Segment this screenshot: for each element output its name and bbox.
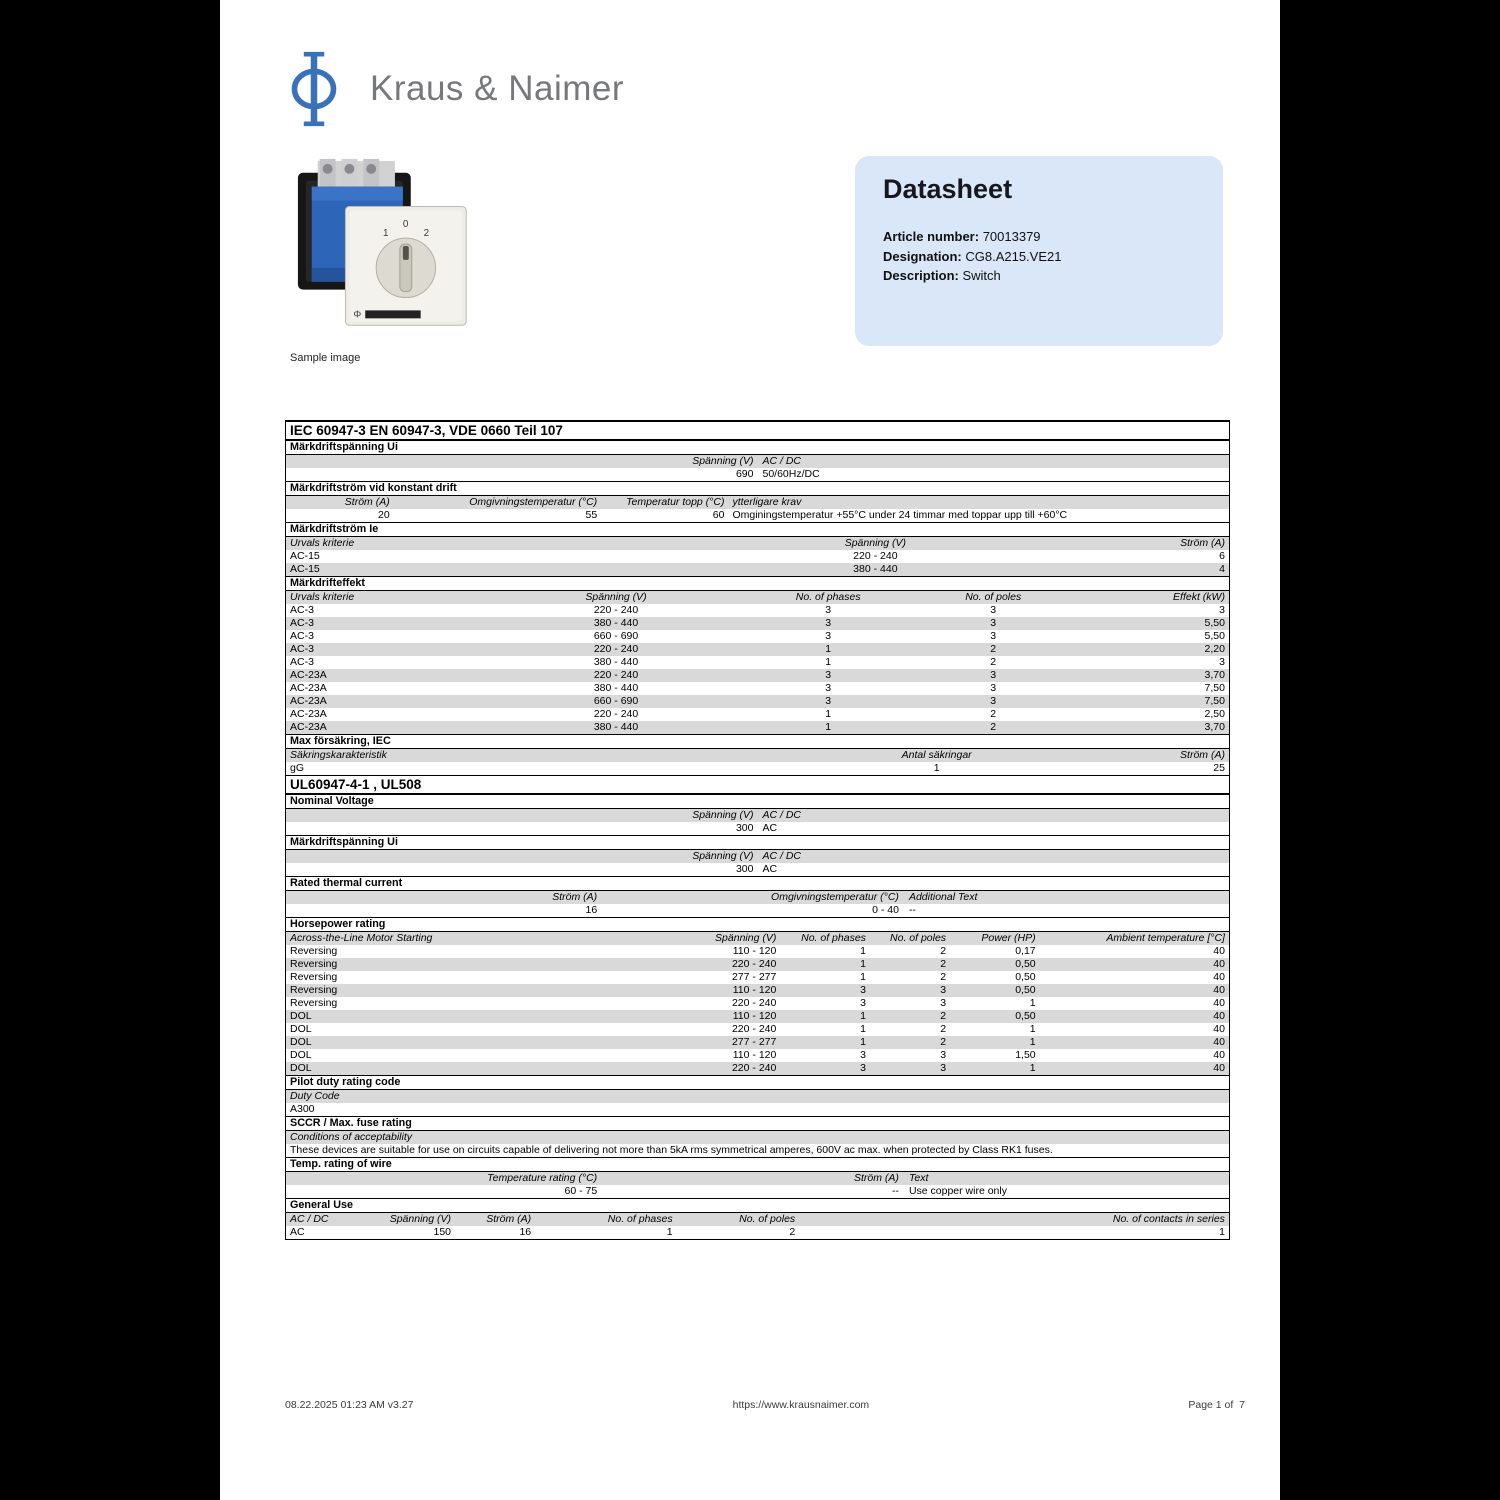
footer-url: https://www.krausnaimer.com — [732, 1399, 870, 1411]
table-cell: Nominal Voltage — [290, 795, 374, 807]
table-cell: Across-the-Line Motor Starting — [290, 932, 433, 944]
table-cell: 3 — [1219, 656, 1225, 668]
table-cell: 220 - 240 — [593, 669, 639, 681]
table-cell: 2,20 — [1204, 643, 1225, 655]
table-section-header — [286, 734, 1229, 749]
table-cell: Säkringskarakteristik — [290, 749, 387, 761]
table-cell: 40 — [1213, 1023, 1225, 1035]
table-cell: Ström (A) — [1180, 537, 1225, 549]
table-cell: 3 — [860, 984, 866, 996]
table-cell: 3 — [825, 695, 832, 707]
table-data-row — [286, 695, 1229, 708]
table-cell: A300 — [290, 1103, 315, 1115]
table-cell: 16 — [519, 1226, 532, 1238]
table-cell: Conditions of acceptability — [290, 1131, 412, 1143]
table-data-row — [286, 984, 1229, 997]
table-data-row — [286, 708, 1229, 721]
table-section-header — [286, 1116, 1229, 1131]
table-data-row — [286, 1023, 1229, 1036]
table-cell: 220 - 240 — [731, 1023, 777, 1035]
table-data-row — [286, 643, 1229, 656]
table-cell: Märkdriftspänning Ui — [290, 836, 398, 848]
table-cell: 0,17 — [1015, 945, 1036, 957]
table-cell: 380 - 440 — [853, 563, 898, 575]
table-cell: AC-23A — [290, 669, 327, 681]
info-field — [883, 247, 1195, 267]
table-cell: 3,70 — [1204, 721, 1225, 733]
table-cell: Effekt (kW) — [1173, 591, 1225, 603]
table-cell: 660 - 690 — [593, 630, 639, 642]
spec-table — [285, 420, 1230, 1240]
table-data-row — [286, 630, 1229, 643]
table-cell: 380 - 440 — [593, 721, 639, 733]
table-cell: -- — [908, 904, 916, 916]
table-cell: 40 — [1213, 958, 1225, 970]
table-cell: 220 - 240 — [853, 550, 898, 562]
info-field — [883, 227, 1195, 247]
table-cell: AC — [290, 1226, 305, 1238]
table-cell: Ström (A) — [486, 1213, 532, 1225]
table-column-header-row — [286, 850, 1229, 863]
table-cell: 0 - 40 — [872, 904, 899, 916]
table-cell: Temperatur topp (°C) — [626, 496, 725, 508]
table-cell: 220 - 240 — [731, 1062, 777, 1074]
table-cell: SCCR / Max. fuse rating — [290, 1117, 412, 1129]
table-cell: 110 - 120 — [732, 1010, 777, 1022]
table-cell: 1 — [860, 1010, 866, 1022]
table-cell: 3 — [1219, 604, 1225, 616]
table-cell: 380 - 440 — [593, 617, 639, 629]
table-cell: 2 — [990, 656, 997, 668]
table-cell: ytterligare krav — [732, 496, 802, 508]
table-column-header-row — [286, 891, 1229, 904]
table-cell: 5,50 — [1204, 617, 1225, 629]
datasheet-info-box — [855, 156, 1223, 346]
table-cell: 6 — [1219, 550, 1225, 562]
table-cell: AC-3 — [290, 643, 314, 655]
table-cell: AC-3 — [290, 630, 314, 642]
table-data-row — [286, 468, 1229, 481]
table-cell: Ambient temperature [°C] — [1106, 932, 1225, 944]
table-cell: 1 — [825, 708, 832, 720]
table-cell: AC / DC — [762, 455, 802, 467]
table-cell: No. of contacts in series — [1112, 1213, 1225, 1225]
table-cell: Ström (A) — [854, 1172, 899, 1184]
table-cell: Reversing — [290, 958, 338, 970]
table-data-row — [286, 1062, 1229, 1075]
table-cell: 2 — [789, 1226, 796, 1238]
product-sample-image — [290, 156, 488, 348]
table-cell: General Use — [290, 1199, 354, 1211]
table-column-header-row — [286, 455, 1229, 468]
table-column-header-row — [286, 537, 1229, 550]
table-cell: 3,70 — [1204, 669, 1225, 681]
info-field-value: 70013379 — [979, 229, 1041, 244]
svg-text:2: 2 — [423, 228, 430, 240]
table-section-header — [286, 576, 1229, 591]
table-cell: 0,50 — [1015, 958, 1036, 970]
table-cell: 300 — [735, 822, 754, 834]
table-cell: Märkdrifteffekt — [290, 577, 365, 589]
info-field — [883, 266, 1195, 286]
table-cell: 277 - 277 — [731, 1036, 777, 1048]
table-data-row — [286, 563, 1229, 576]
table-column-header-row — [286, 809, 1229, 822]
table-cell: Temperature rating (°C) — [487, 1172, 598, 1184]
table-standard-header — [286, 775, 1229, 794]
table-cell: Urvals kriterie — [290, 591, 355, 603]
table-cell: AC-23A — [290, 708, 327, 720]
table-cell: 3 — [990, 617, 997, 629]
info-field-label: Designation: — [883, 248, 962, 264]
svg-text:Φ: Φ — [353, 309, 362, 321]
table-cell: 2 — [940, 1010, 947, 1022]
table-cell: AC / DC — [762, 850, 802, 862]
table-cell: 3 — [940, 997, 947, 1009]
table-cell: 1 — [860, 1023, 866, 1035]
table-cell: 40 — [1213, 1010, 1225, 1022]
table-cell: 40 — [1213, 1036, 1225, 1048]
table-cell: 110 - 120 — [732, 945, 777, 957]
table-cell: 1 — [933, 762, 940, 774]
table-cell: 1 — [860, 945, 866, 957]
table-cell: 1 — [825, 643, 832, 655]
table-cell: 1 — [825, 721, 832, 733]
table-cell: Märkdriftström Ie — [290, 523, 379, 535]
table-cell: 40 — [1213, 1049, 1225, 1061]
table-column-header-row — [286, 591, 1229, 604]
table-data-row — [286, 1185, 1229, 1198]
table-data-row — [286, 550, 1229, 563]
table-cell: 4 — [1219, 563, 1225, 575]
table-cell: Märkdriftspänning Ui — [290, 441, 398, 453]
table-cell: 0,50 — [1015, 984, 1036, 996]
table-cell: 40 — [1213, 997, 1225, 1009]
table-cell: AC-3 — [290, 604, 314, 616]
table-column-header-row — [286, 496, 1229, 509]
table-standard-header — [286, 421, 1229, 440]
table-cell: Use copper wire only — [908, 1185, 1007, 1197]
table-data-row — [286, 1036, 1229, 1049]
table-cell: 1 — [1029, 1062, 1036, 1074]
table-cell: -- — [891, 1185, 899, 1197]
table-column-header-row — [286, 749, 1229, 762]
table-cell: 1 — [1029, 1036, 1036, 1048]
table-cell: Max försäkring, IEC — [290, 735, 391, 747]
table-cell: No. of phases — [801, 932, 866, 944]
table-cell: 40 — [1213, 971, 1225, 983]
table-cell: Text — [908, 1172, 929, 1184]
table-cell: Reversing — [290, 945, 338, 957]
table-data-row — [286, 721, 1229, 734]
table-cell: 2 — [990, 708, 997, 720]
table-data-row — [286, 863, 1229, 876]
table-cell: 110 - 120 — [732, 984, 777, 996]
table-cell: AC-15 — [290, 550, 320, 562]
table-section-header — [286, 1157, 1229, 1172]
table-cell: AC-3 — [290, 656, 314, 668]
table-cell: Reversing — [290, 971, 338, 983]
table-section-header — [286, 794, 1229, 809]
kraus-naimer-logo-icon — [286, 50, 342, 128]
table-cell: Temp. rating of wire — [290, 1158, 392, 1170]
footer-date-version: 08.22.2025 01:23 AM v3.27 — [285, 1399, 414, 1411]
table-cell: 60 — [712, 509, 725, 521]
table-cell: 3 — [940, 1062, 947, 1074]
table-data-row — [286, 762, 1229, 775]
table-cell: 20 — [378, 509, 390, 521]
table-cell: 1 — [860, 971, 866, 983]
table-section-header — [286, 481, 1229, 496]
table-cell: 3 — [825, 669, 832, 681]
datasheet-title: Datasheet — [883, 174, 1013, 204]
table-cell: No. of poles — [739, 1213, 796, 1225]
sample-image-caption: Sample image — [290, 352, 361, 364]
table-cell: 3 — [990, 604, 997, 616]
table-data-row — [286, 604, 1229, 617]
table-cell: 7,50 — [1204, 682, 1225, 694]
table-data-row — [286, 958, 1229, 971]
table-cell: Horsepower rating — [290, 918, 386, 930]
table-cell: AC-23A — [290, 721, 327, 733]
datasheet-fields — [883, 227, 1195, 286]
table-data-row — [286, 1049, 1229, 1062]
table-cell: Spänning (V) — [389, 1213, 452, 1225]
table-data-row — [286, 669, 1229, 682]
table-column-header-row — [286, 1131, 1229, 1144]
table-cell: 1,50 — [1015, 1049, 1036, 1061]
table-cell: Spänning (V) — [715, 932, 777, 944]
table-cell: 220 - 240 — [593, 604, 639, 616]
table-cell: UL60947-4-1 , UL508 — [290, 777, 422, 792]
table-data-row — [286, 1144, 1229, 1157]
table-cell: Pilot duty rating code — [290, 1076, 401, 1088]
table-cell: Reversing — [290, 997, 338, 1009]
table-cell: Antal säkringar — [901, 749, 972, 761]
table-cell: 1 — [1029, 1023, 1036, 1035]
product-sample — [290, 156, 492, 364]
table-cell: Duty Code — [290, 1090, 340, 1102]
table-data-row — [286, 617, 1229, 630]
table-cell: 2 — [940, 958, 947, 970]
table-cell: AC — [762, 822, 778, 834]
table-data-row — [286, 1103, 1229, 1116]
page-footer — [285, 1399, 1245, 1411]
table-cell: 3 — [990, 669, 997, 681]
table-cell: Ström (A) — [344, 496, 390, 508]
table-cell: 40 — [1213, 984, 1225, 996]
table-cell: AC-23A — [290, 682, 327, 694]
table-cell: Spänning (V) — [844, 537, 907, 549]
table-cell: 380 - 440 — [593, 682, 639, 694]
svg-text:1: 1 — [383, 228, 389, 240]
table-cell: AC — [762, 863, 778, 875]
table-cell: Omgivningstemperatur (°C) — [469, 496, 598, 508]
table-column-header-row — [286, 1090, 1229, 1103]
table-cell: 220 - 240 — [593, 708, 639, 720]
table-cell: 5,50 — [1204, 630, 1225, 642]
table-cell: IEC 60947-3 EN 60947-3, VDE 0660 Teil 107 — [290, 423, 563, 438]
table-cell: 3 — [990, 695, 997, 707]
table-cell: DOL — [290, 1023, 312, 1035]
brand-name: Kraus & Naimer — [370, 69, 625, 108]
table-cell: 2 — [940, 971, 947, 983]
table-data-row — [286, 945, 1229, 958]
table-data-row — [286, 1010, 1229, 1023]
table-data-row — [286, 822, 1229, 835]
table-section-header — [286, 440, 1229, 455]
table-cell: 3 — [825, 630, 832, 642]
table-cell: 3 — [940, 1049, 947, 1061]
table-cell: 220 - 240 — [731, 997, 777, 1009]
table-data-row — [286, 1226, 1229, 1239]
table-cell: 1 — [666, 1226, 673, 1238]
table-data-row — [286, 971, 1229, 984]
table-section-header — [286, 876, 1229, 891]
table-cell: 2 — [940, 1036, 947, 1048]
table-data-row — [286, 509, 1229, 522]
table-cell: Rated thermal current — [290, 877, 403, 889]
table-data-row — [286, 682, 1229, 695]
table-cell: 277 - 277 — [731, 971, 777, 983]
table-data-row — [286, 997, 1229, 1010]
table-section-header — [286, 835, 1229, 850]
table-cell: 150 — [433, 1226, 452, 1238]
table-cell: DOL — [290, 1036, 312, 1048]
table-cell: AC-15 — [290, 563, 320, 575]
document-page — [220, 0, 1280, 1500]
table-section-header — [286, 1075, 1229, 1090]
table-cell: 3 — [990, 682, 997, 694]
info-field-label: Description: — [883, 268, 959, 283]
table-cell: Reversing — [290, 984, 338, 996]
table-cell: 690 — [735, 468, 754, 480]
table-cell: 40 — [1213, 1062, 1225, 1074]
table-cell: Omginingstemperatur +55°C under 24 timmar med toppar upp till +60°C — [732, 509, 1068, 521]
table-cell: 0,50 — [1015, 1010, 1036, 1022]
table-cell: AC-3 — [290, 617, 314, 629]
table-section-header — [286, 1198, 1229, 1213]
table-cell: 2,50 — [1204, 708, 1225, 720]
table-cell: DOL — [290, 1062, 312, 1074]
table-cell: 3 — [825, 617, 832, 629]
brand-header — [286, 50, 624, 128]
table-cell: 25 — [1213, 762, 1225, 774]
table-cell: 60 - 75 — [564, 1185, 598, 1197]
table-cell: 1 — [1029, 997, 1036, 1009]
table-cell: 0,50 — [1015, 971, 1036, 983]
table-cell: 220 - 240 — [593, 643, 639, 655]
table-cell: 3 — [825, 682, 832, 694]
table-cell: 3 — [825, 604, 832, 616]
table-cell: Spänning (V) — [692, 455, 754, 467]
table-cell: Ström (A) — [552, 891, 598, 903]
table-cell: 3 — [990, 630, 997, 642]
svg-text:0: 0 — [402, 219, 409, 231]
table-cell: No. of phases — [607, 1213, 673, 1225]
table-cell: No. of poles — [890, 932, 947, 944]
table-cell: 1 — [860, 1036, 866, 1048]
table-cell: Spänning (V) — [692, 809, 754, 821]
table-cell: Ström (A) — [1180, 749, 1225, 761]
table-cell: DOL — [290, 1049, 312, 1061]
table-cell: Märkdriftström vid konstant drift — [290, 482, 457, 494]
table-column-header-row — [286, 1213, 1229, 1226]
table-cell: Additional Text — [908, 891, 978, 903]
table-cell: 1 — [825, 656, 832, 668]
table-cell: 7,50 — [1204, 695, 1225, 707]
table-cell: 660 - 690 — [593, 695, 639, 707]
table-cell: 2 — [990, 643, 997, 655]
table-cell: 1 — [860, 958, 866, 970]
table-cell: 16 — [585, 904, 598, 916]
table-cell: AC / DC — [762, 809, 802, 821]
table-cell: 300 — [735, 863, 754, 875]
table-cell: 1 — [1219, 1226, 1225, 1238]
table-cell: No. of phases — [795, 591, 861, 603]
table-cell: Urvals kriterie — [290, 537, 355, 549]
table-cell: Spänning (V) — [585, 591, 647, 603]
table-cell: Power (HP) — [981, 932, 1036, 944]
table-cell: 3 — [860, 997, 866, 1009]
table-cell: 2 — [940, 945, 947, 957]
table-cell: 2 — [940, 1023, 947, 1035]
table-cell: AC-23A — [290, 695, 327, 707]
table-cell: 3 — [940, 984, 947, 996]
table-cell: 55 — [585, 509, 598, 521]
table-cell: 220 - 240 — [731, 958, 777, 970]
table-column-header-row — [286, 932, 1229, 945]
table-cell: AC / DC — [290, 1213, 329, 1225]
table-cell: 2 — [990, 721, 997, 733]
table-cell: These devices are suitable for use on circuits capable of delivering not more than 5kA rms symmetrical amperes, 600V ac max. when protected by Class RK1 fuses. — [290, 1144, 1053, 1156]
table-data-row — [286, 656, 1229, 669]
table-cell: 50/60Hz/DC — [762, 468, 820, 480]
table-section-header — [286, 917, 1229, 932]
footer-page-number: Page 1 of 7 — [1188, 1399, 1245, 1411]
table-data-row — [286, 904, 1229, 917]
table-cell: Omgivningstemperatur (°C) — [771, 891, 899, 903]
table-cell: No. of poles — [965, 591, 1022, 603]
info-field-value: Switch — [958, 268, 1001, 283]
table-column-header-row — [286, 1172, 1229, 1185]
info-field-label: Article number: — [883, 229, 980, 244]
table-cell: 40 — [1213, 945, 1225, 957]
table-cell: gG — [290, 762, 305, 774]
table-cell: DOL — [290, 1010, 312, 1022]
table-cell: 110 - 120 — [732, 1049, 777, 1061]
table-section-header — [286, 522, 1229, 537]
table-cell: Spänning (V) — [692, 850, 754, 862]
info-field-value: CG8.A215.VE21 — [961, 248, 1062, 264]
table-cell: 3 — [860, 1062, 866, 1074]
table-cell: 380 - 440 — [593, 656, 639, 668]
table-cell: 3 — [860, 1049, 866, 1061]
